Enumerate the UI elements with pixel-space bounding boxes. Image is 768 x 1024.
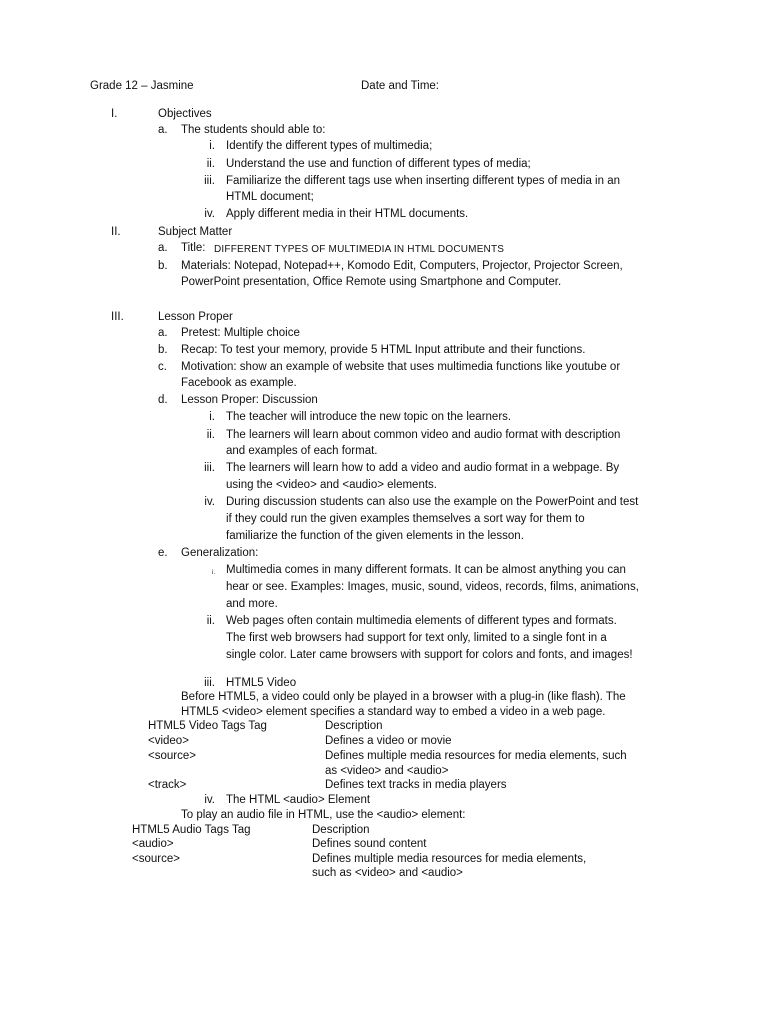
- list-number: ii.: [206, 158, 215, 170]
- list-item: The learners will learn about common video and audio format with description: [226, 429, 621, 441]
- list-item: familiarize the function of the given elements in the lesson.: [226, 530, 524, 542]
- audio-table-header-tag: HTML5 Audio Tags Tag: [132, 824, 251, 836]
- list-item: if they could run the given examples themselves a sort way for them to: [226, 513, 585, 525]
- table-cell-desc: Defines sound content: [312, 838, 427, 850]
- header-grade: Grade 12 – Jasmine: [90, 80, 194, 92]
- list-number: iv.: [204, 794, 215, 806]
- s2-title-value: DIFFERENT TYPES OF MULTIMEDIA IN HTML DOCUMENTS: [214, 244, 505, 255]
- list-item: and examples of each format.: [226, 445, 378, 457]
- s3-b-text: Recap: To test your memory, provide 5 HTML Input attribute and their functions.: [181, 344, 586, 356]
- list-number: iii.: [204, 462, 215, 474]
- list-item: The teacher will introduce the new topic on the learners.: [226, 411, 512, 423]
- s2-b-number: b.: [158, 260, 168, 272]
- html5-video-heading: HTML5 Video: [226, 677, 297, 689]
- table-cell-tag: <source>: [148, 750, 196, 762]
- list-item: using the <video> and <audio> elements.: [226, 479, 437, 491]
- s2-title-label: Title:: [181, 242, 206, 254]
- list-number: iii.: [204, 677, 215, 689]
- section-3-title: Lesson Proper: [158, 311, 233, 323]
- video-paragraph-line2: HTML5 <video> element specifies a standard way to embed a video in a web page.: [181, 706, 606, 718]
- s3-a-text: Pretest: Multiple choice: [181, 327, 300, 339]
- s1-a-number: a.: [158, 124, 168, 136]
- audio-table-header-desc: Description: [312, 824, 370, 836]
- table-cell-desc: Defines multiple media resources for media elements,: [312, 853, 587, 865]
- s3-c-line1: Motivation: show an example of website that uses multimedia functions like youtube or: [181, 361, 621, 373]
- list-item: The learners will learn how to add a video and audio format in a webpage. By: [226, 462, 620, 474]
- list-item: Multimedia comes in many different formats. It can be almost anything you can: [226, 564, 626, 576]
- s2-materials-line1: Materials: Notepad, Notepad++, Komodo Edit, Computers, Projector, Projector Screen,: [181, 260, 623, 272]
- table-cell-desc: Defines multiple media resources for media elements, such: [325, 750, 627, 762]
- s3-e-text: Generalization:: [181, 547, 259, 559]
- list-number: i.: [212, 570, 215, 576]
- section-1-number: I.: [111, 108, 118, 120]
- s2-materials-line2: PowerPoint presentation, Office Remote using Smartphone and Computer.: [181, 276, 562, 288]
- list-number: iv.: [204, 208, 215, 220]
- section-2-title: Subject Matter: [158, 226, 233, 238]
- list-item: The first web browsers had support for text only, limited to a single font in a: [226, 632, 607, 644]
- s2-a-number: a.: [158, 242, 168, 254]
- list-item: Understand the use and function of different types of media;: [226, 158, 531, 170]
- section-1-title: Objectives: [158, 108, 212, 120]
- html-audio-heading: The HTML <audio> Element: [226, 794, 371, 806]
- table-cell-tag: <track>: [148, 779, 187, 791]
- list-item: During discussion students can also use the example on the PowerPoint and test: [226, 496, 639, 508]
- s3-c-number: c.: [158, 361, 167, 373]
- list-number: iii.: [204, 175, 215, 187]
- table-cell-tag: <video>: [148, 735, 189, 747]
- video-table-header-desc: Description: [325, 720, 383, 732]
- table-cell-desc: as <video> and <audio>: [325, 765, 449, 777]
- list-item: and more.: [226, 598, 278, 610]
- s3-a-number: a.: [158, 327, 168, 339]
- header-date-time: Date and Time:: [361, 80, 439, 92]
- list-item: Apply different media in their HTML documents.: [226, 208, 469, 220]
- table-cell-desc: Defines a video or movie: [325, 735, 452, 747]
- list-item: Familiarize the different tags use when inserting different types of media in an: [226, 175, 620, 187]
- list-number: ii.: [206, 615, 215, 627]
- video-paragraph-line1: Before HTML5, a video could only be played in a browser with a plug-in (like flash). The: [181, 691, 626, 703]
- table-cell-tag: <source>: [132, 853, 180, 865]
- list-number: iv.: [204, 496, 215, 508]
- list-item: single color. Later came browsers with support for colors and fonts, and images!: [226, 649, 633, 661]
- table-cell-desc: Defines text tracks in media players: [325, 779, 507, 791]
- list-item: hear or see. Examples: Images, music, sound, videos, records, films, animations,: [226, 581, 639, 593]
- s3-d-text: Lesson Proper: Discussion: [181, 394, 318, 406]
- list-item: Identify the different types of multimedia;: [226, 140, 433, 152]
- list-number: i.: [209, 140, 215, 152]
- table-cell-desc: such as <video> and <audio>: [312, 867, 463, 879]
- s3-e-number: e.: [158, 547, 168, 559]
- list-item: Web pages often contain multimedia elements of different types and formats.: [226, 615, 617, 627]
- s3-c-line2: Facebook as example.: [181, 377, 297, 389]
- s1-a-text: The students should able to:: [181, 124, 326, 136]
- section-3-number: III.: [111, 311, 124, 323]
- video-table-header-tag: HTML5 Video Tags Tag: [148, 720, 267, 732]
- s3-b-number: b.: [158, 344, 168, 356]
- list-number: ii.: [206, 429, 215, 441]
- table-cell-tag: <audio>: [132, 838, 174, 850]
- audio-paragraph: To play an audio file in HTML, use the <audio> element:: [181, 809, 466, 821]
- list-number: i.: [209, 411, 215, 423]
- section-2-number: II.: [111, 226, 121, 238]
- s3-d-number: d.: [158, 394, 168, 406]
- list-item: HTML document;: [226, 191, 314, 203]
